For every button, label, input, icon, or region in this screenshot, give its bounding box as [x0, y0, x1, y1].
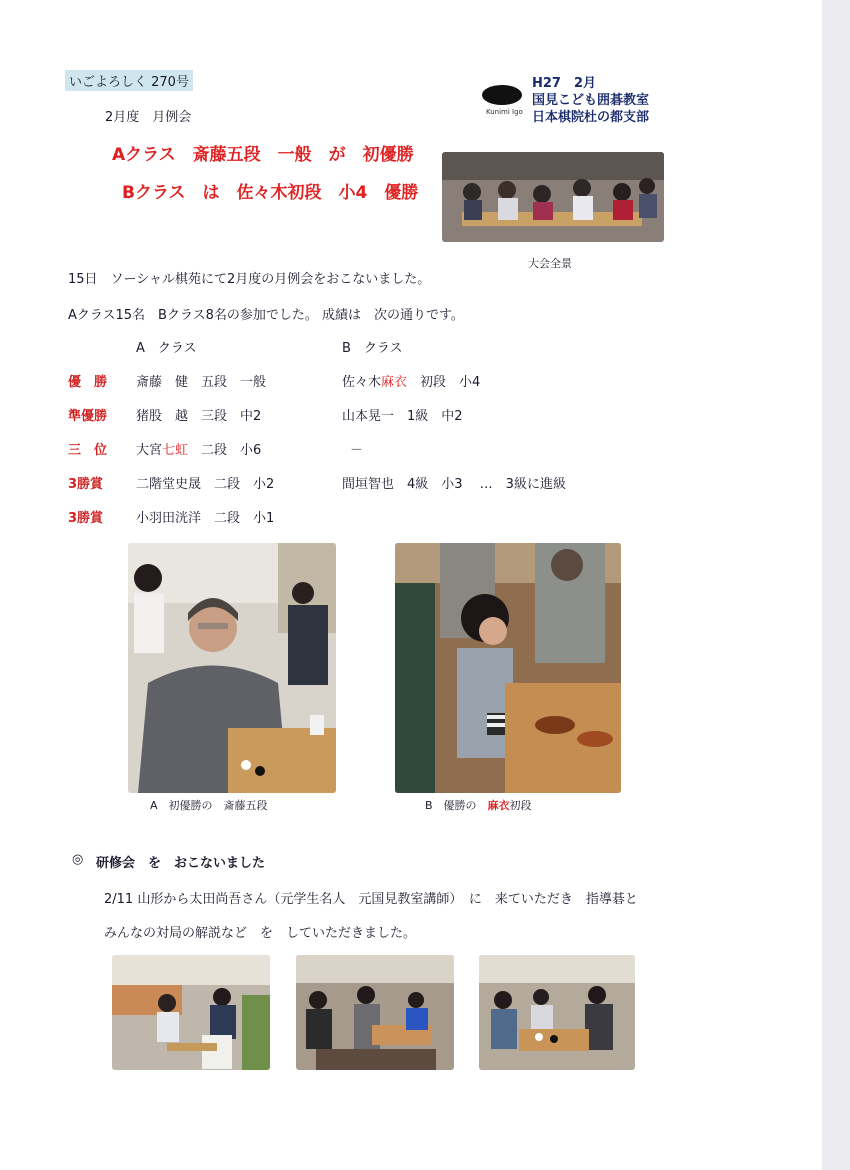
- photo-a-caption: A 初優勝の 斎藤五段: [150, 799, 268, 812]
- result-a: 斎藤 健 五段 一般: [136, 375, 267, 390]
- workshop-photo-3: [479, 955, 635, 1070]
- rank-label: 準優勝: [68, 409, 108, 424]
- winner-b-photo: [395, 543, 621, 793]
- org-date: H27 2月: [532, 76, 597, 91]
- page-edge: [822, 0, 850, 1170]
- result-b: 間垣智也 4級 小3 … 3級に進級: [342, 477, 566, 492]
- headline-a: Aクラス 斎藤五段 一般 が 初優勝: [112, 145, 414, 165]
- workshop-line-2: みんなの対局の解説など を していただきました。: [104, 926, 417, 941]
- go-stone-logo-icon: [482, 85, 522, 105]
- workshop-photo-1: [112, 955, 270, 1070]
- result-a: 大宮七虹 二段 小6: [136, 443, 262, 458]
- headline-b: Bクラス は 佐々木初段 小4 優勝: [122, 183, 419, 203]
- logo-text: Kunimi Igo: [486, 108, 523, 116]
- result-a: 二階堂史晟 二段 小2: [136, 477, 275, 492]
- result-b: 佐々木麻衣 初段 小4: [342, 375, 481, 390]
- winner-a-photo: [128, 543, 336, 793]
- top-photo-caption: 大会全景: [528, 257, 572, 270]
- workshop-line-1: 2/11 山形から太田尚吾さん（元学生名人 元国見教室講師） に 来ていただき 指導碁と: [104, 892, 638, 907]
- result-b: －: [350, 443, 364, 458]
- result-b: 山本晃一 1級 中2: [342, 409, 463, 424]
- intro-line-2: Aクラス15名 Bクラス8名の参加でした。 成績は 次の通りです。: [68, 308, 464, 323]
- rank-label: 優 勝: [68, 375, 108, 390]
- issue-label: いごよろしく 270号: [65, 70, 193, 91]
- org-name: 国見こども囲碁教室: [532, 93, 650, 108]
- rank-label: 3勝賞: [68, 511, 104, 526]
- subheading: 2月度 月例会: [105, 110, 192, 125]
- result-a: 猪股 越 三段 中2: [136, 409, 262, 424]
- tournament-overview-photo: [442, 152, 664, 242]
- photo-b-caption: B 優勝の 麻衣初段: [425, 799, 532, 812]
- intro-line-1: 15日 ソーシャル棋苑にて2月度の月例会をおこないました。: [68, 272, 431, 287]
- results-header-b: B クラス: [342, 341, 403, 356]
- workshop-photo-2: [296, 955, 454, 1070]
- results-header-a: A クラス: [136, 341, 197, 356]
- rank-label: 3勝賞: [68, 477, 104, 492]
- result-a: 小羽田洸洋 二段 小1: [136, 511, 275, 526]
- org-branch: 日本棋院杜の都支部: [532, 110, 650, 125]
- workshop-title: 研修会 を おこないました: [96, 856, 266, 871]
- rank-label: 三 位: [68, 443, 108, 458]
- bullet-icon: ◎: [72, 852, 84, 867]
